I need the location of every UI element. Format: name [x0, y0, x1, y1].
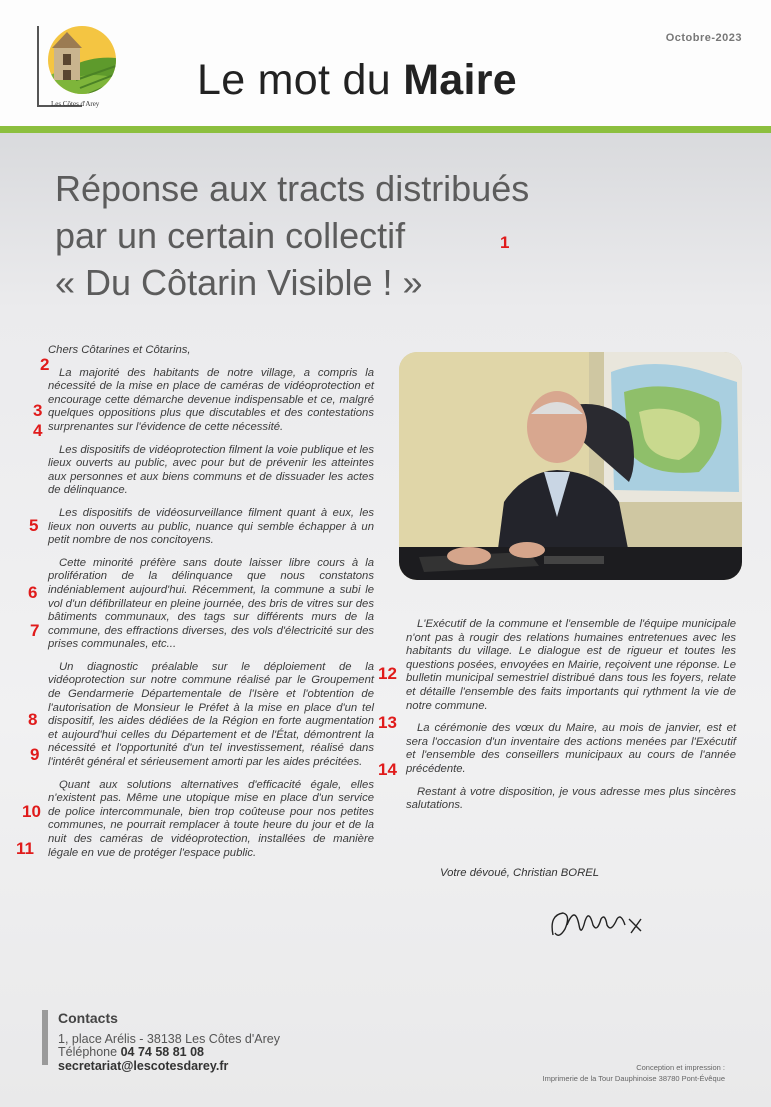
- issue-date: Octobre-2023: [665, 32, 742, 44]
- article-title: [55, 165, 675, 306]
- credits-line-2: Imprimerie de la Tour Dauphinoise 38780 Pont-Évêque: [542, 1074, 725, 1083]
- contacts-title: Contacts: [58, 1010, 118, 1026]
- header-divider: [0, 126, 771, 133]
- marker: 11: [16, 839, 34, 858]
- marker: 8: [28, 710, 38, 729]
- marker: 13: [378, 713, 397, 732]
- paragraph: Quant aux solutions alternatives d'efficacité égale, elles n'existent pas. Même une utopique mise en place d'un service de police intercommunale, bien trop coûteuse pour nos petites communes, ne pourrait remplacer à toute heure du jour et de la nuit des caméras de vidéoprotection, installées de manière légale en vue de protéger l'espace public.: [48, 778, 374, 859]
- contacts-phone: [58, 1045, 204, 1059]
- marker: 7: [30, 621, 40, 640]
- marker: 3: [33, 401, 43, 420]
- contacts-address: 1, place Arélis - 38138 Les Côtes d'Arey: [58, 1032, 280, 1046]
- contacts-email: secretariat@lescotesdarey.fr: [58, 1059, 229, 1073]
- marker: 10: [22, 802, 41, 821]
- greeting: Chers Côtarines et Côtarins,: [48, 344, 191, 356]
- paragraph: La majorité des habitants de notre village, a compris la nécessité de la mise en place de caméras de vidéoprotection et encourage cette démarche devenue indispensable et ce, malgré quelques oppositions plus que discutables et des contestations surprenantes sur l'évidence de cette nécessité.: [48, 366, 374, 433]
- left-column: [48, 344, 374, 869]
- phone-label: Téléphone: [58, 1045, 118, 1059]
- marker: 12: [378, 664, 397, 683]
- title-line-1: Réponse aux tracts distribués: [55, 168, 530, 209]
- masthead-prefix: Le mot du: [197, 56, 391, 104]
- credits-line-1: Conception et impression :: [636, 1063, 725, 1072]
- title-line-2: par un certain collectif: [55, 215, 406, 256]
- marker: 2: [40, 355, 50, 374]
- phone-number: 04 74 58 81 08: [120, 1045, 204, 1059]
- paragraph: Les dispositifs de vidéosurveillance filment quant à eux, les lieux non ouverts au public, nuance qui semble échapper à un petit nombre de nos concitoyens.: [48, 506, 374, 547]
- masthead-title: [197, 56, 517, 105]
- mayor-photo: [399, 352, 742, 580]
- paragraph: Cette minorité préfère sans doute laisser libre cours à la prolifération de la délinquance que nous constatons indéniablement aujourd'hui. Récemment, la commune a subi le vol d'un défibrillateur en pleine journée, des bris de vitres sur des bâtiments communaux, des tags sur différents murs de la commune, des effractions diverses, des vols d'électricité sur des prises communales, etc...: [48, 556, 374, 651]
- marker: 14: [378, 760, 397, 779]
- title-line-3: « Du Côtarin Visible ! »: [55, 262, 423, 303]
- paragraph: La cérémonie des vœux du Maire, au mois de janvier, est et sera l'occasion d'un inventaire des actions menées par l'Exécutif et l'ensemble des conseillers municipaux au cours de l'année précédente.: [406, 722, 736, 775]
- marker: 5: [29, 516, 39, 535]
- handwritten-signature: [545, 895, 655, 955]
- contacts-bar: [42, 1010, 48, 1065]
- marker: 6: [28, 583, 38, 602]
- marker: 1: [500, 233, 510, 252]
- paragraph: Les dispositifs de vidéoprotection filment la voie publique et les lieux ouverts au public, avec pour but de prévenir les atteintes aux personnes et aux biens communs et de dissuader les actes de délinquance.: [48, 443, 374, 497]
- signature-line: Votre dévoué, Christian BOREL: [440, 867, 600, 879]
- paragraph: Un diagnostic préalable sur le déploiement de la vidéoprotection sur notre commune réalisé par le Groupement de Gendarmerie Départementale de l'Isère et l'obtention de l'autorisation de Monsieur le Préfet à la mise en place d'un tel dispositif, les aides dédiées de la Région en forte augmentation et aujourd'hui celles du Département et de l'État, démontrent la nécessité et l'opportunité d'un tel investissement, réalisé dans l'intérêt général et sérieusement amorti par les aides précitées.: [48, 660, 374, 769]
- right-column: [406, 618, 736, 822]
- marker: 4: [33, 421, 43, 440]
- paragraph: L'Exécutif de la commune et l'ensemble de l'équipe municipale n'ont pas à rougir des relations humaines entretenues avec les habitants du village. Le dialogue est de rigueur et toutes les questions posées, envoyées en Mairie, reçoivent une réponse. Le bulletin municipal semestriel distribué dans tous les foyers, relate et détaille l'ensemble des faits importants qui rythment la vie de notre commune.: [406, 618, 736, 712]
- paragraph: Restant à votre disposition, je vous adresse mes plus sincères salutations.: [406, 785, 736, 812]
- marker: 9: [30, 745, 40, 764]
- print-credits: [543, 1062, 725, 1084]
- logo-caption: Les Côtes d'Arey: [51, 100, 100, 108]
- masthead-bold: Maire: [403, 56, 518, 104]
